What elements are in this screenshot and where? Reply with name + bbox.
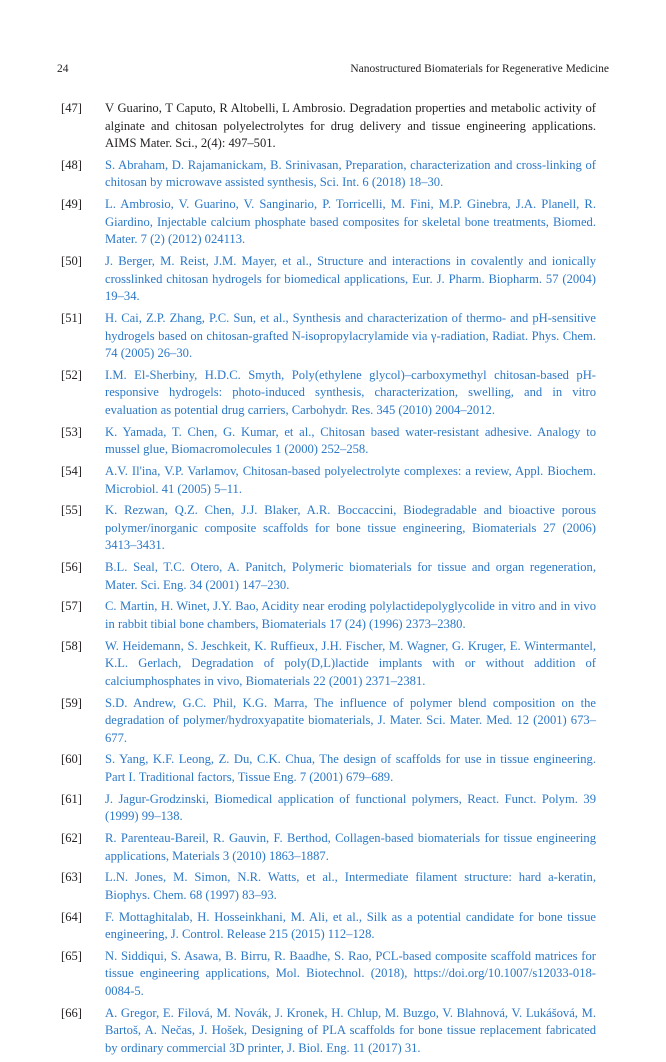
- reference-link[interactable]: B.L. Seal, T.C. Otero, A. Panitch, Polymeric biomaterials for tissue and organ regeneration, Mater. Sci. Eng. 34 (2001) 147–230.: [105, 560, 596, 592]
- reference-link[interactable]: I.M. El-Sherbiny, H.D.C. Smyth, Poly(ethylene glycol)–carboxymethyl chitosan-based pH-responsive hydrogels: photo-induced synthesis, characterization, swelling, and in vitro evaluation as potential drug carriers, Carbohydr. Res. 345 (2010) 2004–2012.: [105, 367, 596, 417]
- reference-entry: [61, 695, 596, 748]
- reference-number: [50]: [61, 254, 82, 269]
- reference-link[interactable]: H. Cai, Z.P. Zhang, P.C. Sun, et al., Synthesis and characterization of thermo- and pH-sensitive hydrogels based on chitosan-grafted N-isopropylacrylamide via γ-radiation, Radiat. Phys. Chem. 74 (2005) 26–30.: [105, 310, 596, 361]
- reference-entry: [61, 751, 596, 786]
- reference-number: [62]: [61, 830, 82, 845]
- reference-entry: [61, 909, 596, 944]
- reference-link[interactable]: W. Heidemann, S. Jeschkeit, K. Ruffieux, J.H. Fischer, M. Wagner, G. Kruger, E. Wintermantel, K.L. Gerlach, Degradation of poly(D,L)lactide implants with or without addition of calciumphosphates in vivo, Biomaterials 22 (2001) 2371–2381.: [105, 638, 596, 688]
- reference-link[interactable]: A. Gregor, E. Filová, M. Novák, J. Kronek, H. Chlup, M. Buzgo, V. Blahnová, V. Lukášová, M. Bartoš, A. Nečas, J. Hošek, Designing of PLA scaffolds for bone tissue replacement fabricated by ordinary commercial 3D printer, J. Biol. Eng. 11 (2017) 31.: [105, 1005, 596, 1055]
- reference-number: [64]: [61, 909, 82, 924]
- reference-number: [55]: [61, 503, 82, 518]
- reference-link[interactable]: K. Rezwan, Q.Z. Chen, J.J. Blaker, A.R. Boccaccini, Biodegradable and bioactive porous polymer/inorganic composite scaffolds for bone tissue engineering, Biomaterials 27 (2006) 3413–3431.: [105, 503, 596, 553]
- reference-number: [49]: [61, 197, 82, 212]
- reference-link[interactable]: A.V. Il'ina, V.P. Varlamov, Chitosan-based polyelectrolyte complexes: a review, Appl. Biochem. Microbiol. 41 (2005) 5–11.: [105, 463, 596, 496]
- reference-entry: [61, 253, 596, 306]
- reference-number: [47]: [61, 101, 82, 115]
- reference-link[interactable]: S. Abraham, D. Rajamanickam, B. Srinivasan, Preparation, characterization and cross-linking of chitosan by microwave assisted synthesis, Sci. Int. 6 (2018) 18–30.: [105, 157, 596, 190]
- reference-link[interactable]: J. Jagur-Grodzinski, Biomedical application of functional polymers, React. Funct. Polym. 39 (1999) 99–138.: [105, 791, 596, 824]
- reference-number: [63]: [61, 870, 82, 885]
- reference-entry: [61, 948, 596, 1001]
- reference-number: [57]: [61, 599, 82, 614]
- reference-link[interactable]: L.N. Jones, M. Simon, N.R. Watts, et al., Intermediate filament structure: hard a-keratin, Biophys. Chem. 68 (1997) 83–93.: [105, 870, 596, 902]
- reference-link[interactable]: F. Mottaghitalab, H. Hosseinkhani, M. Ali, et al., Silk as a potential candidate for bone tissue engineering, J. Control. Release 215 (2015) 112–128.: [105, 909, 596, 942]
- reference-entry: [61, 157, 596, 192]
- reference-entry: [61, 869, 596, 904]
- reference-entry: [61, 463, 596, 498]
- reference-entry: [61, 559, 596, 594]
- reference-number: [65]: [61, 948, 82, 963]
- reference-entry: [61, 598, 596, 633]
- reference-entry: [61, 310, 596, 363]
- reference-text: V Guarino, T Caputo, R Altobelli, L Ambrosio. Degradation properties and metabolic activity of alginate and chitosan polyelectrolytes for drug delivery and tissue engineering applications. AIMS Mater. Sci., 2(4): 497–501.: [105, 101, 596, 151]
- reference-entry: [61, 424, 596, 459]
- reference-link[interactable]: K. Yamada, T. Chen, G. Kumar, et al., Chitosan based water-resistant adhesive. Analogy to mussel glue, Biomacromolecules 1 (2000) 252–258.: [105, 424, 596, 457]
- reference-number: [56]: [61, 560, 82, 575]
- reference-number: [66]: [61, 1005, 82, 1020]
- reference-number: [52]: [61, 367, 82, 382]
- reference-entry: [61, 1005, 596, 1058]
- reference-link[interactable]: C. Martin, H. Winet, J.Y. Bao, Acidity near eroding polylactidepolyglycolide in vitro and in vivo in rabbit tibial bone chambers, Biomaterials 17 (24) (1996) 2373–2380.: [105, 599, 596, 631]
- reference-entry: [61, 367, 596, 420]
- reference-number: [60]: [61, 752, 82, 767]
- reference-entry: [61, 100, 596, 153]
- reference-number: [58]: [61, 638, 82, 653]
- reference-entry: [61, 196, 596, 249]
- reference-entry: [61, 791, 596, 826]
- reference-link[interactable]: L. Ambrosio, V. Guarino, V. Sanginario, P. Torricelli, M. Fini, M.P. Ginebra, J.A. Planell, R. Giardino, Injectable calcium phosphate based composites for skeletal bone treatments, Biomed. Mater. 7 (2) (2012) 024113.: [105, 197, 596, 247]
- reference-link[interactable]: N. Siddiqui, S. Asawa, B. Birru, R. Baadhe, S. Rao, PCL-based composite scaffold matrices for tissue engineering applications, Mol. Biotechnol. (2018), https://doi.org/10.1007/s12033-018-0084-5.: [105, 948, 596, 998]
- book-title: Nanostructured Biomaterials for Regenerative Medicine: [350, 63, 609, 75]
- reference-number: [54]: [61, 463, 82, 478]
- reference-entry: [61, 830, 596, 865]
- reference-link[interactable]: R. Parenteau-Bareil, R. Gauvin, F. Berthod, Collagen-based biomaterials for tissue engineering applications, Materials 3 (2010) 1863–1887.: [105, 830, 596, 863]
- reference-entry: [61, 638, 596, 691]
- reference-link[interactable]: S. Yang, K.F. Leong, Z. Du, C.K. Chua, The design of scaffolds for use in tissue engineering. Part I. Traditional factors, Tissue Eng. 7 (2001) 679–689.: [105, 752, 596, 784]
- reference-number: [51]: [61, 310, 82, 325]
- reference-entry: [61, 502, 596, 555]
- reference-link[interactable]: J. Berger, M. Reist, J.M. Mayer, et al., Structure and interactions in covalently and ionically crosslinked chitosan hydrogels for biomedical applications, Eur. J. Pharm. Biopharm. 57 (2004) 19–34.: [105, 254, 596, 304]
- reference-link[interactable]: S.D. Andrew, G.C. Phil, K.G. Marra, The influence of polymer blend composition on the degradation of polymer/hydroxyapatite biomaterials, J. Mater. Sci. Mater. Med. 12 (2001) 673–677.: [105, 695, 596, 745]
- reference-number: [59]: [61, 695, 82, 710]
- reference-list: [61, 100, 596, 1062]
- page-number: 24: [57, 63, 69, 75]
- reference-number: [53]: [61, 424, 82, 439]
- running-head: [57, 62, 609, 76]
- reference-number: [48]: [61, 157, 82, 172]
- reference-number: [61]: [61, 791, 82, 806]
